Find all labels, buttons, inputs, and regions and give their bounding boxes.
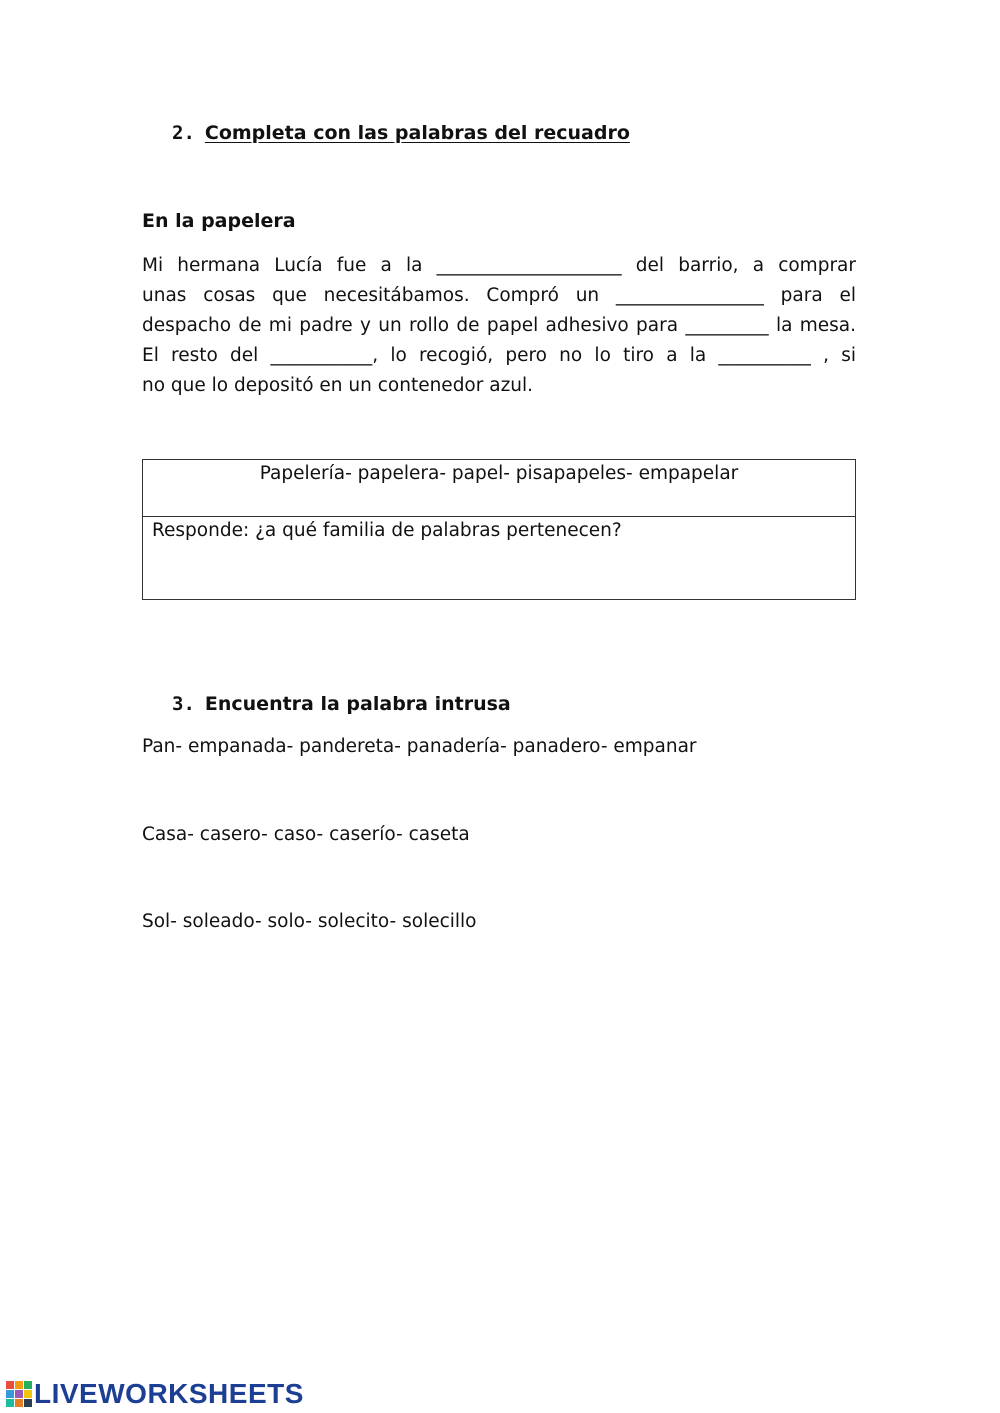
word-box-question: Responde: ¿a qué familia de palabras pertenecen? <box>152 520 622 541</box>
logo-mark-square <box>15 1399 23 1407</box>
fill-in-paragraph <box>142 251 856 401</box>
intruder-line-3: Sol- soleado- solo- solecito- solecillo <box>142 911 477 932</box>
logo-mark-icon <box>6 1381 32 1407</box>
logo-mark-square <box>6 1399 14 1407</box>
section-2-title: Completa con las palabras del recuadro <box>204 122 630 144</box>
liveworksheets-logo <box>6 1378 304 1410</box>
paragraph-line: despacho de mi padre y un rollo de papel adhesivo para _________ la mesa. <box>142 315 856 336</box>
logo-mark-square <box>15 1381 23 1389</box>
intruder-line-1: Pan- empanada- pandereta- panadería- panadero- empanar <box>142 736 697 757</box>
word-box-words: Papelería- papelera- papel- pisapapeles- empapelar <box>143 460 855 517</box>
word-box <box>142 459 856 600</box>
section-3-heading <box>172 693 511 715</box>
section-3-number: 3. <box>172 693 195 715</box>
logo-mark-square <box>6 1381 14 1389</box>
paragraph-line: El resto del ___________, lo recogió, pero no lo tiro a la __________ , si <box>142 345 856 366</box>
paragraph-line: unas cosas que necesitábamos. Compró un ________________ para el <box>142 285 856 306</box>
logo-text: LIVEWORKSHEETS <box>34 1378 304 1409</box>
paragraph-line: Mi hermana Lucía fue a la ____________________ del barrio, a comprar <box>142 255 856 276</box>
intruder-line-2: Casa- casero- caso- caserío- caseta <box>142 824 470 845</box>
subtitle-en-la-papelera: En la papelera <box>142 210 296 232</box>
logo-mark-square <box>24 1390 32 1398</box>
logo-mark-square <box>6 1390 14 1398</box>
section-2-heading <box>172 122 630 144</box>
logo-mark-square <box>24 1381 32 1389</box>
section-2-number: 2. <box>172 122 195 144</box>
logo-mark-square <box>24 1399 32 1407</box>
section-3-title: Encuentra la palabra intrusa <box>204 693 511 715</box>
paragraph-line: no que lo depositó en un contenedor azul. <box>142 375 534 396</box>
logo-mark-square <box>15 1390 23 1398</box>
